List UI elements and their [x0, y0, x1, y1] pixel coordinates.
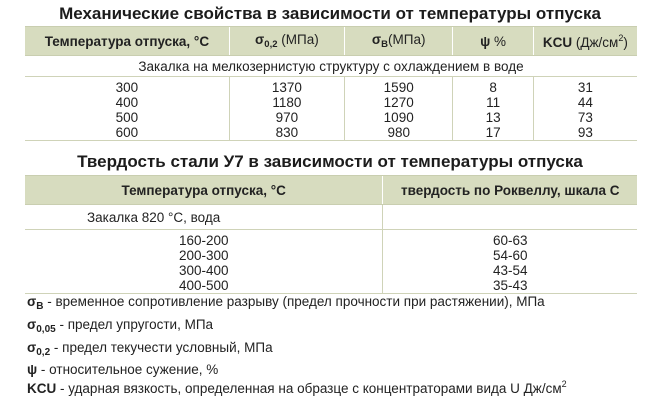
- cell-psi: 13: [453, 110, 533, 125]
- cell-temp: 600: [25, 125, 229, 141]
- cell-temp: 500: [115, 110, 139, 125]
- cell-sigmaB: 1590: [344, 77, 452, 96]
- table1-condition-row: [25, 56, 637, 77]
- cell-hardness: 54-60: [383, 248, 637, 263]
- legend-psi: ψ - относительное сужение, %: [27, 362, 219, 377]
- cell-temp: 400-500: [25, 278, 383, 294]
- table-row: [25, 125, 637, 141]
- table-row: [25, 263, 637, 278]
- cell-sigma02: 830: [229, 125, 344, 141]
- header-sigma02: $\sigma_{0,2}$ (МПа): [229, 27, 344, 56]
- table-row: [25, 95, 637, 110]
- table-row: [25, 77, 637, 96]
- header-psi: ψ %: [453, 27, 533, 56]
- cell-hardness: 60-63: [383, 230, 637, 249]
- cell-temp: 300-400: [178, 263, 229, 278]
- cell-temp: 400: [115, 95, 139, 110]
- table1-header-row: [25, 27, 637, 56]
- header-sigmaB: $\sigma_B(МПа)$: [344, 27, 452, 56]
- table-row: [25, 248, 637, 263]
- cell-sigmaB: 1270: [344, 95, 452, 110]
- cell-sigma02: 1370: [229, 77, 344, 96]
- table2-condition-row: [25, 205, 637, 230]
- table2-title: Твердость стали У7 в зависимости от температуры отпуска: [77, 152, 583, 171]
- cell-kcu: 44: [533, 95, 637, 110]
- table-row: [25, 278, 637, 294]
- cell-hardness: 35-43: [383, 278, 637, 294]
- table-row: [25, 110, 637, 125]
- hardness-table: [25, 175, 637, 294]
- header-temperature: Температура отпуска, °С: [25, 176, 383, 205]
- table2-header-row: [25, 176, 637, 205]
- cell-temp: 300: [115, 80, 139, 95]
- header-hardness: твердость по Роквеллу, шкала С: [383, 176, 637, 205]
- legend-sigma02: $\sigma_{0,2}$ - предел текучести условный, МПа: [27, 340, 273, 358]
- cell-psi: 11: [453, 95, 533, 110]
- table2-condition: Закалка 820 °С, вода: [25, 205, 383, 230]
- header-temperature: Температура отпуска, °С: [25, 27, 229, 56]
- cell-psi: 8: [453, 77, 533, 96]
- cell-kcu: 73: [533, 110, 637, 125]
- cell-sigmaB: 1090: [344, 110, 452, 125]
- cell-kcu: 93: [533, 125, 637, 141]
- cell-temp: 160-200: [178, 233, 229, 248]
- legend-kcu: KCU - ударная вязкость, определенная на образце с концентраторами вида U $Дж/см^2$: [27, 379, 567, 396]
- cell-hardness: 43-54: [383, 263, 637, 278]
- cell-kcu: 31: [533, 77, 637, 96]
- header-kcu: KCU $(Дж/см^2)$: [533, 27, 637, 56]
- cell-psi: 17: [453, 125, 533, 141]
- cell-sigmaB: 980: [344, 125, 452, 141]
- table1-title: Механические свойства в зависимости от температуры отпуска: [59, 4, 601, 23]
- legend-sigmaB: $\sigma_B$ - временное сопротивление разрыву (предел прочности при растяжении), МПа: [27, 294, 545, 312]
- legend-sigma005: $\sigma_{0,05}$ - предел упругости, МПа: [27, 317, 214, 335]
- table1-condition: Закалка на мелкозернистую структуру с охлаждением в воде: [25, 56, 637, 77]
- mechanical-properties-table: [25, 26, 637, 141]
- table-row: [25, 230, 637, 249]
- cell-sigma02: 1180: [229, 95, 344, 110]
- cell-sigma02: 970: [229, 110, 344, 125]
- cell-temp: 200-300: [178, 248, 229, 263]
